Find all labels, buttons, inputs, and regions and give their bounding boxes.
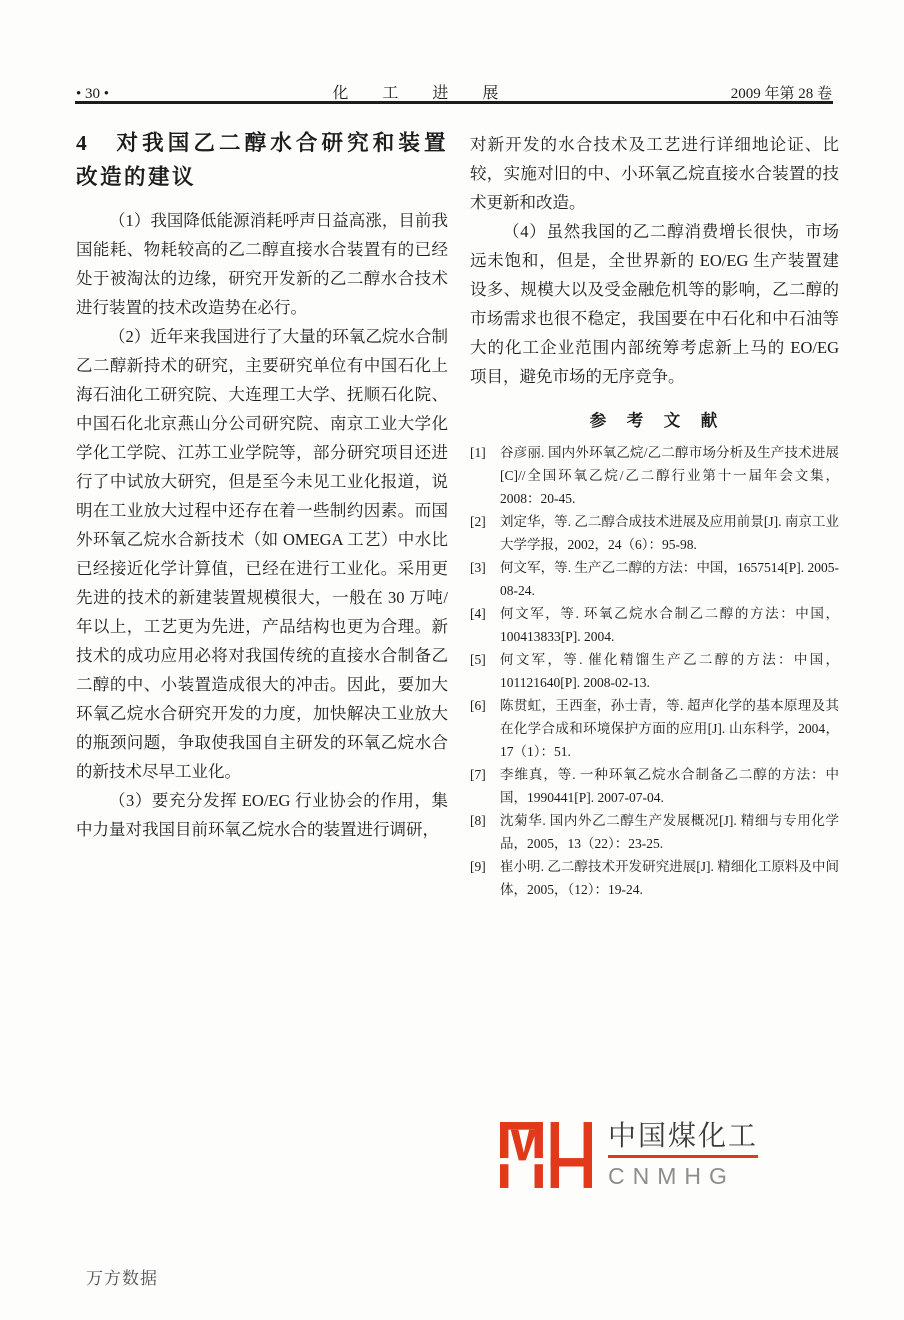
reference-item: [470, 441, 839, 510]
reference-label: [8]: [470, 813, 486, 828]
left-column: [76, 126, 448, 844]
logo-company-name: 中国煤化工: [608, 1120, 759, 1151]
reference-item: [470, 648, 839, 694]
right-column: [470, 130, 839, 901]
paragraph-3-continued: 对新开发的水合技术及工艺进行详细地论证、比较，实施对旧的中、小环氧乙烷直接水合装置的技术更新和改造。: [470, 135, 839, 212]
reference-item: [470, 602, 839, 648]
logo-abbreviation: CNMHG: [608, 1163, 735, 1189]
reference-text: 陈贯虹，王西奎，孙士青，等. 超声化学的基本原理及其在化学合成和环境保护方面的应用[J]. 山东科学，2004，17（1）：51.: [500, 698, 839, 759]
references-list: [470, 441, 839, 901]
journal-title: 化 工 进 展: [332, 85, 508, 102]
cnmhg-logo-icon: [500, 1114, 592, 1196]
reference-item: [470, 855, 839, 901]
reference-item: [470, 556, 839, 602]
reference-label: [9]: [470, 859, 486, 874]
section-heading: 4 对我国乙二醇水合研究和装置改造的建议: [76, 131, 448, 189]
references-heading: 参 考 文 献: [589, 411, 720, 430]
reference-text: 何文军，等. 生产乙二醇的方法：中国，1657514[P]. 2005-08-24.: [500, 560, 839, 598]
reference-label: [1]: [470, 445, 486, 460]
journal-header: [76, 80, 832, 103]
paragraph-1: （1）我国降低能源消耗呼声日益高涨，目前我国能耗、物耗较高的乙二醇直接水合装置有的已经处于被淘汰的边缘，研究开发新的乙二醇水合技术进行装置的技术改造势在必行。: [76, 211, 448, 317]
paragraph-4: （4）虽然我国的乙二醇消费增长很快，市场远未饱和，但是，全世界新的 EO/EG 生产装置建设多、规模大以及受金融危机等的影响，乙二醇的市场需求也很不稳定，我国要在中石化和中石油等大的化工企业范围内部统筹考虑新上马的 EO/EG 项目，避免市场的无序竞争。: [470, 222, 839, 386]
volume-info: 2009 年第 28 卷: [730, 86, 832, 102]
reference-text: 李维真，等. 一种环氧乙烷水合制备乙二醇的方法：中国，1990441[P]. 2007-07-04.: [500, 767, 839, 805]
reference-text: 谷彦丽. 国内外环氧乙烷/乙二醇市场分析及生产技术进展[C]//全国环氧乙烷/乙二醇行业第十一届年会文集，2008：20-45.: [500, 445, 839, 506]
reference-label: [6]: [470, 698, 486, 713]
logo-underline: [608, 1155, 758, 1158]
reference-item: [470, 763, 839, 809]
reference-item: [470, 510, 839, 556]
logo-text-block: [608, 1121, 758, 1189]
reference-label: [4]: [470, 606, 486, 621]
paragraph-2: （2）近年来我国进行了大量的环氧乙烷水合制乙二醇新持术的研究，主要研究单位有中国石化上海石油化工研究院、大连理工大学、抚顺石化院、中国石化北京燕山分公司研究院、南京工业大学化学化工学院、江苏工业学院等，部分研究项目还进行了中试放大研究，但是至今未见工业化报道，说明在工业放大过程中还存在着一些制约因素。而国外环氧乙烷水合新技术（如 OMEGA 工艺）中水比已经接近化学计算值，已经在进行工业化。采用更先进的技术的新建装置规模很大，一般在 30 万吨/年以上，工艺更为先进，产品结构也更为合理。新技术的成功应用必将对我国传统的直接水合制备乙二醇的中、小装置造成很大的冲击。因此，要加大环氧乙烷水合研究开发的力度，加快解决工业放大的瓶颈问题，争取使我国自主研发的环氧乙烷水合的新技术尽早工业化。: [76, 327, 448, 781]
reference-item: [470, 694, 839, 763]
reference-text: 崔小明. 乙二醇技术开发研究进展[J]. 精细化工原料及中间体，2005，（12）：19-24.: [500, 859, 839, 897]
header-divider: [75, 101, 833, 104]
reference-text: 沈菊华. 国内外乙二醇生产发展概况[J]. 精细与专用化学品，2005，13（22）：23-25.: [500, 813, 839, 851]
wanfang-watermark: 万方数据: [86, 1269, 158, 1288]
reference-text: 刘定华，等. 乙二醇合成技术进展及应用前景[J]. 南京工业大学学报，2002，24（6）：95-98.: [500, 514, 839, 552]
reference-label: [2]: [470, 514, 486, 529]
reference-label: [7]: [470, 767, 486, 782]
reference-label: [5]: [470, 652, 486, 667]
reference-text: 何文军，等. 环氧乙烷水合制乙二醇的方法：中国，100413833[P]. 2004.: [500, 606, 839, 644]
reference-label: [3]: [470, 560, 486, 575]
reference-text: 何文军，等. 催化精馏生产乙二醇的方法：中国，101121640[P]. 2008-02-13.: [500, 652, 839, 690]
page-number: • 30 •: [76, 86, 110, 102]
publisher-logo: [500, 1114, 758, 1196]
paragraph-3: （3）要充分发挥 EO/EG 行业协会的作用，集中力量对我国目前环氧乙烷水合的装置进行调研，: [76, 791, 448, 839]
reference-item: [470, 809, 839, 855]
